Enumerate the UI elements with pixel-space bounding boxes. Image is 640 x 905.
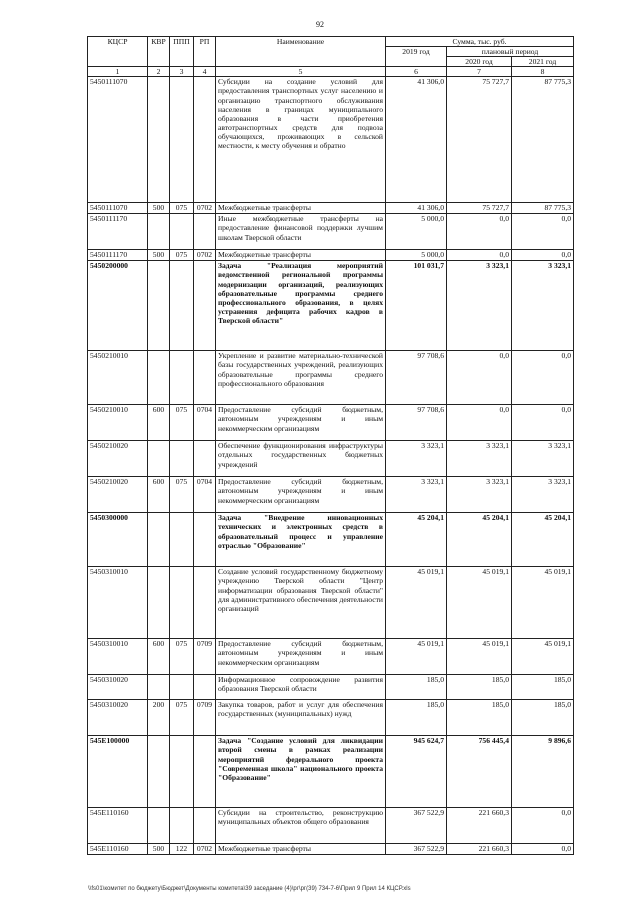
table-row	[88, 567, 574, 639]
value-2021-cell: 87 775,3	[512, 77, 574, 203]
col-number-8: 8	[512, 67, 574, 77]
kcsr-cell: 5450210020	[88, 441, 148, 477]
rp-cell: 0709	[194, 700, 216, 736]
rp-cell	[194, 567, 216, 639]
kvr-cell	[148, 736, 170, 808]
kvr-cell: 600	[148, 639, 170, 675]
ppp-cell: 075	[170, 203, 194, 214]
rp-cell: 0702	[194, 844, 216, 855]
rp-cell: 0709	[194, 639, 216, 675]
kcsr-cell: 5450310010	[88, 567, 148, 639]
value-2020-cell: 221 660,3	[447, 808, 512, 844]
name-cell: Информационное сопровождение развития образования Тверской области	[216, 675, 386, 700]
value-2020-cell: 3 323,1	[447, 261, 512, 351]
kcsr-cell: 5450210020	[88, 477, 148, 513]
kvr-cell	[148, 675, 170, 700]
name-cell: Предоставление субсидий бюджетным, автономным учреждениям и иным некоммерческим организациям	[216, 477, 386, 513]
name-cell: Закупка товаров, работ и услуг для обеспечения государственных (муниципальных) нужд	[216, 700, 386, 736]
kcsr-cell: 5450200000	[88, 261, 148, 351]
kvr-cell: 600	[148, 405, 170, 441]
name-cell: Межбюджетные трансферты	[216, 250, 386, 261]
budget-table	[87, 36, 574, 855]
value-2019-cell: 45 019,1	[386, 639, 447, 675]
table-row	[88, 844, 574, 855]
rp-cell: 0702	[194, 250, 216, 261]
kvr-cell	[148, 261, 170, 351]
kcsr-cell: 5450111070	[88, 203, 148, 214]
table-row	[88, 675, 574, 700]
ppp-cell	[170, 77, 194, 203]
rp-cell	[194, 77, 216, 203]
col-number-4: 4	[194, 67, 216, 77]
value-2019-cell: 5 000,0	[386, 214, 447, 250]
value-2019-cell: 367 522,9	[386, 844, 447, 855]
name-cell: Предоставление субсидий бюджетным, автономным учреждениям и иным некоммерческим организациям	[216, 639, 386, 675]
value-2021-cell: 0,0	[512, 250, 574, 261]
kcsr-cell: 545E110160	[88, 808, 148, 844]
col-number-1: 1	[88, 67, 148, 77]
value-2021-cell: 87 775,3	[512, 203, 574, 214]
table-row	[88, 261, 574, 351]
value-2020-cell: 221 660,3	[447, 844, 512, 855]
table-row	[88, 700, 574, 736]
ppp-cell: 075	[170, 477, 194, 513]
ppp-cell: 075	[170, 700, 194, 736]
ppp-cell	[170, 513, 194, 567]
header-kcsr: КЦСР	[88, 37, 148, 67]
kcsr-cell: 5450210010	[88, 405, 148, 441]
value-2021-cell: 0,0	[512, 214, 574, 250]
ppp-cell	[170, 441, 194, 477]
value-2019-cell: 97 708,6	[386, 351, 447, 405]
header-year-2020: 2020 год	[447, 57, 512, 67]
value-2019-cell: 41 306,0	[386, 77, 447, 203]
table-row	[88, 405, 574, 441]
table-row	[88, 808, 574, 844]
name-cell: Предоставление субсидий бюджетным, автономным учреждениям и иным некоммерческим организациям	[216, 405, 386, 441]
name-cell: Субсидии на создание условий для предоставления транспортных услуг населению и организацию транспортного обслуживания населения в границах муниципального образования в части приобретения автотранспортных средств для подвоза обучающихся, проживающих в сельской местности, к месту обучения и обратно	[216, 77, 386, 203]
rp-cell	[194, 441, 216, 477]
table-row	[88, 214, 574, 250]
value-2019-cell: 101 031,7	[386, 261, 447, 351]
table-row	[88, 513, 574, 567]
kcsr-cell: 5450310020	[88, 700, 148, 736]
table-row	[88, 203, 574, 214]
value-2019-cell: 945 624,7	[386, 736, 447, 808]
kcsr-cell: 5450310010	[88, 639, 148, 675]
value-2019-cell: 367 522,9	[386, 808, 447, 844]
header-sum: Сумма, тыс. руб.	[386, 37, 574, 47]
col-number-2: 2	[148, 67, 170, 77]
ppp-cell: 075	[170, 405, 194, 441]
kvr-cell: 500	[148, 203, 170, 214]
kvr-cell	[148, 77, 170, 203]
table-row	[88, 250, 574, 261]
kcsr-cell: 5450310020	[88, 675, 148, 700]
ppp-cell	[170, 567, 194, 639]
kvr-cell: 500	[148, 250, 170, 261]
rp-cell: 0704	[194, 477, 216, 513]
name-cell: Иные межбюджетные трансферты на предоставление финансовой поддержки лучшим школам Тверской области	[216, 214, 386, 250]
name-cell: Межбюджетные трансферты	[216, 203, 386, 214]
value-2019-cell: 5 000,0	[386, 250, 447, 261]
rp-cell	[194, 351, 216, 405]
header-name: Наименование	[216, 37, 386, 67]
rp-cell	[194, 675, 216, 700]
table-row	[88, 639, 574, 675]
ppp-cell: 075	[170, 250, 194, 261]
table-row	[88, 477, 574, 513]
ppp-cell: 122	[170, 844, 194, 855]
value-2020-cell: 75 727,7	[447, 203, 512, 214]
kcsr-cell: 545E100000	[88, 736, 148, 808]
kcsr-cell: 545E110160	[88, 844, 148, 855]
kcsr-cell: 5450111170	[88, 214, 148, 250]
ppp-cell	[170, 675, 194, 700]
value-2021-cell: 3 323,1	[512, 441, 574, 477]
value-2020-cell: 45 019,1	[447, 567, 512, 639]
col-number-5: 5	[216, 67, 386, 77]
header-planned-period: плановый период	[447, 47, 574, 57]
kcsr-cell: 5450210010	[88, 351, 148, 405]
value-2020-cell: 0,0	[447, 214, 512, 250]
name-cell: Субсидии на строительство, реконструкцию муниципальных объектов общего образования	[216, 808, 386, 844]
page-number: 92	[316, 20, 324, 29]
ppp-cell	[170, 351, 194, 405]
col-number-7: 7	[447, 67, 512, 77]
value-2020-cell: 0,0	[447, 405, 512, 441]
col-number-3: 3	[170, 67, 194, 77]
ppp-cell: 075	[170, 639, 194, 675]
header-year-2019: 2019 год	[386, 47, 447, 67]
value-2019-cell: 185,0	[386, 700, 447, 736]
col-number-6: 6	[386, 67, 447, 77]
rp-cell	[194, 736, 216, 808]
kvr-cell	[148, 214, 170, 250]
kvr-cell	[148, 808, 170, 844]
value-2021-cell: 0,0	[512, 844, 574, 855]
table-row	[88, 77, 574, 203]
value-2020-cell: 45 204,1	[447, 513, 512, 567]
header-ppp: ППП	[170, 37, 194, 67]
name-cell: Задача "Внедрение инновационных технических и электронных средств в образовательный процесс и управление отраслью "Образование"	[216, 513, 386, 567]
rp-cell	[194, 261, 216, 351]
value-2021-cell: 185,0	[512, 700, 574, 736]
value-2020-cell: 0,0	[447, 250, 512, 261]
name-cell: Задача "Создание условий для ликвидации второй смены в рамках реализации мероприятий федерального проекта "Современная школа" национального проекта "Образование"	[216, 736, 386, 808]
value-2019-cell: 45 019,1	[386, 567, 447, 639]
value-2019-cell: 45 204,1	[386, 513, 447, 567]
kvr-cell: 200	[148, 700, 170, 736]
table-row	[88, 441, 574, 477]
value-2019-cell: 3 323,1	[386, 477, 447, 513]
value-2019-cell: 3 323,1	[386, 441, 447, 477]
value-2020-cell: 75 727,7	[447, 77, 512, 203]
name-cell: Укрепление и развитие материально-технической базы государственных учреждений, реализующих образовательные программы среднего профессионального образования	[216, 351, 386, 405]
value-2021-cell: 0,0	[512, 808, 574, 844]
value-2019-cell: 97 708,6	[386, 405, 447, 441]
value-2021-cell: 9 896,6	[512, 736, 574, 808]
value-2021-cell: 0,0	[512, 405, 574, 441]
value-2021-cell: 0,0	[512, 351, 574, 405]
table-body	[88, 77, 574, 855]
header-rp: РП	[194, 37, 216, 67]
kvr-cell	[148, 351, 170, 405]
value-2019-cell: 41 306,0	[386, 203, 447, 214]
rp-cell: 0704	[194, 405, 216, 441]
name-cell: Задача "Реализация мероприятий ведомственной региональной программы модернизации организаций, реализующих образовательные программы среднего профессионального образования, в целях устранения дефицита рабочих кадров в Тверской области"	[216, 261, 386, 351]
value-2021-cell: 185,0	[512, 675, 574, 700]
kvr-cell: 600	[148, 477, 170, 513]
rp-cell	[194, 513, 216, 567]
header-kvr: КВР	[148, 37, 170, 67]
kvr-cell	[148, 441, 170, 477]
value-2019-cell: 185,0	[386, 675, 447, 700]
value-2020-cell: 185,0	[447, 675, 512, 700]
ppp-cell	[170, 808, 194, 844]
file-path-footer: \\fs01\комитет по бюджету\Бюджет\Документы комитета\39 заседание (4)\рг\рг(39) 734-7-6\Прил 9 Прил 14 КЦСР.xls	[88, 886, 411, 892]
value-2021-cell: 3 323,1	[512, 477, 574, 513]
kvr-cell	[148, 567, 170, 639]
value-2021-cell: 45 204,1	[512, 513, 574, 567]
value-2020-cell: 3 323,1	[447, 477, 512, 513]
name-cell: Обеспечение функционирования инфраструктуры отдельных государственных бюджетных учреждений	[216, 441, 386, 477]
value-2020-cell: 756 445,4	[447, 736, 512, 808]
name-cell: Межбюджетные трансферты	[216, 844, 386, 855]
kcsr-cell: 5450111070	[88, 77, 148, 203]
value-2021-cell: 45 019,1	[512, 567, 574, 639]
value-2021-cell: 45 019,1	[512, 639, 574, 675]
value-2020-cell: 3 323,1	[447, 441, 512, 477]
value-2021-cell: 3 323,1	[512, 261, 574, 351]
kvr-cell	[148, 513, 170, 567]
rp-cell: 0702	[194, 203, 216, 214]
rp-cell	[194, 214, 216, 250]
table-row	[88, 351, 574, 405]
header-year-2021: 2021 год	[512, 57, 574, 67]
ppp-cell	[170, 261, 194, 351]
kcsr-cell: 5450300000	[88, 513, 148, 567]
ppp-cell	[170, 736, 194, 808]
rp-cell	[194, 808, 216, 844]
kvr-cell: 500	[148, 844, 170, 855]
value-2020-cell: 45 019,1	[447, 639, 512, 675]
table-row	[88, 736, 574, 808]
value-2020-cell: 0,0	[447, 351, 512, 405]
name-cell: Создание условий государственному бюджетному учреждению Тверской области "Центр информатизации образования Тверской области" для административного обеспечения деятельности организаций	[216, 567, 386, 639]
kcsr-cell: 5450111170	[88, 250, 148, 261]
ppp-cell	[170, 214, 194, 250]
value-2020-cell: 185,0	[447, 700, 512, 736]
